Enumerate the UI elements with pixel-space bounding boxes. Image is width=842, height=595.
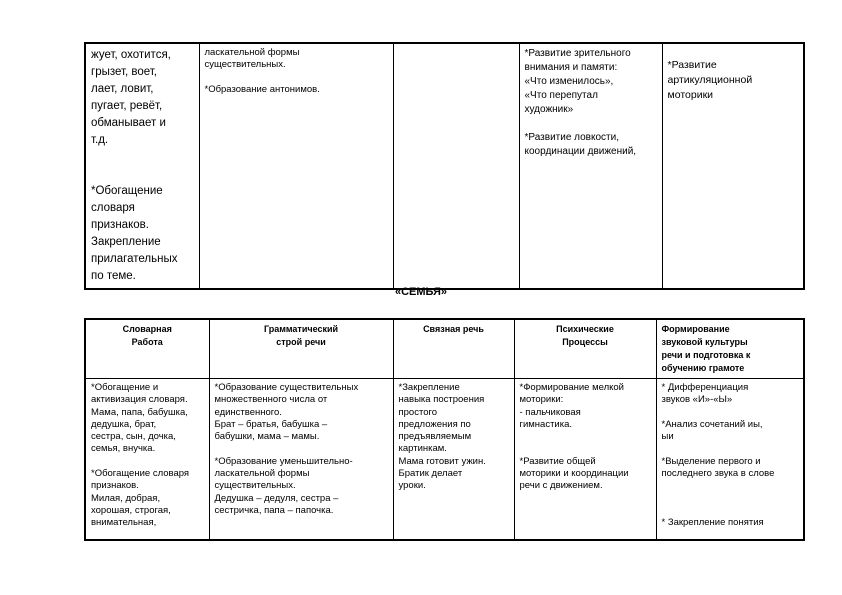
- column-header: Связная речь: [393, 319, 514, 379]
- column-header: Грамматический строй речи: [209, 319, 393, 379]
- column-header: Психические Процессы: [514, 319, 656, 379]
- table-row: [85, 379, 804, 541]
- table-cell: *Формирование мелкой моторики: - пальчиковая гимнастика. *Развитие общей моторики и координации речи с движением.: [514, 379, 656, 541]
- table-cell: ласкательной формы существительных. *Образование антонимов.: [199, 43, 393, 289]
- table-cell: *Образование существительных множественного числа от единственного. Брат – братья, бабушка – бабушки, мама – мамы. *Образование уменьшительно- ласкательной формы существительных. Дедушка – дедуля, сестра – сестричка, папа – папочка.: [209, 379, 393, 541]
- column-header: Формирование звуковой культуры речи и подготовка к обучению грамоте: [656, 319, 804, 379]
- column-header: Словарная Работа: [85, 319, 209, 379]
- table-cell: [393, 43, 519, 289]
- table-row: [85, 43, 804, 289]
- section-title: «СЕМЬЯ»: [394, 286, 448, 298]
- table-cell: *Закрепление навыка построения простого предложения по предъявляемым картинкам. Мама готовит ужин. Братик делает уроки.: [393, 379, 514, 541]
- header-row: [85, 319, 804, 379]
- top-table: [84, 42, 805, 290]
- table-cell: *Развитие зрительного внимания и памяти: «Что изменилось», «Что перепутал художник» *Развитие ловкости, координации движений,: [519, 43, 662, 289]
- table-cell: * Дифференциация звуков «И»-«Ы» *Анализ сочетаний иы, ыи *Выделение первого и последнего звука в слове * Закрепление понятия: [656, 379, 804, 541]
- family-table: [84, 318, 805, 541]
- table-cell: *Развитие артикуляционной моторики: [662, 43, 804, 289]
- table-cell: *Обогащение и активизация словаря. Мама, папа, бабушка, дедушка, брат, сестра, сын, дочка, семья, внучка. *Обогащение словаря признаков. Милая, добрая, хорошая, строгая, внимательная,: [85, 379, 209, 541]
- table-cell: жует, охотится, грызет, воет, лает, ловит, пугает, ревёт, обманывает и т.д. *Обогащение словаря признаков. Закрепление прилагательных по теме.: [85, 43, 199, 289]
